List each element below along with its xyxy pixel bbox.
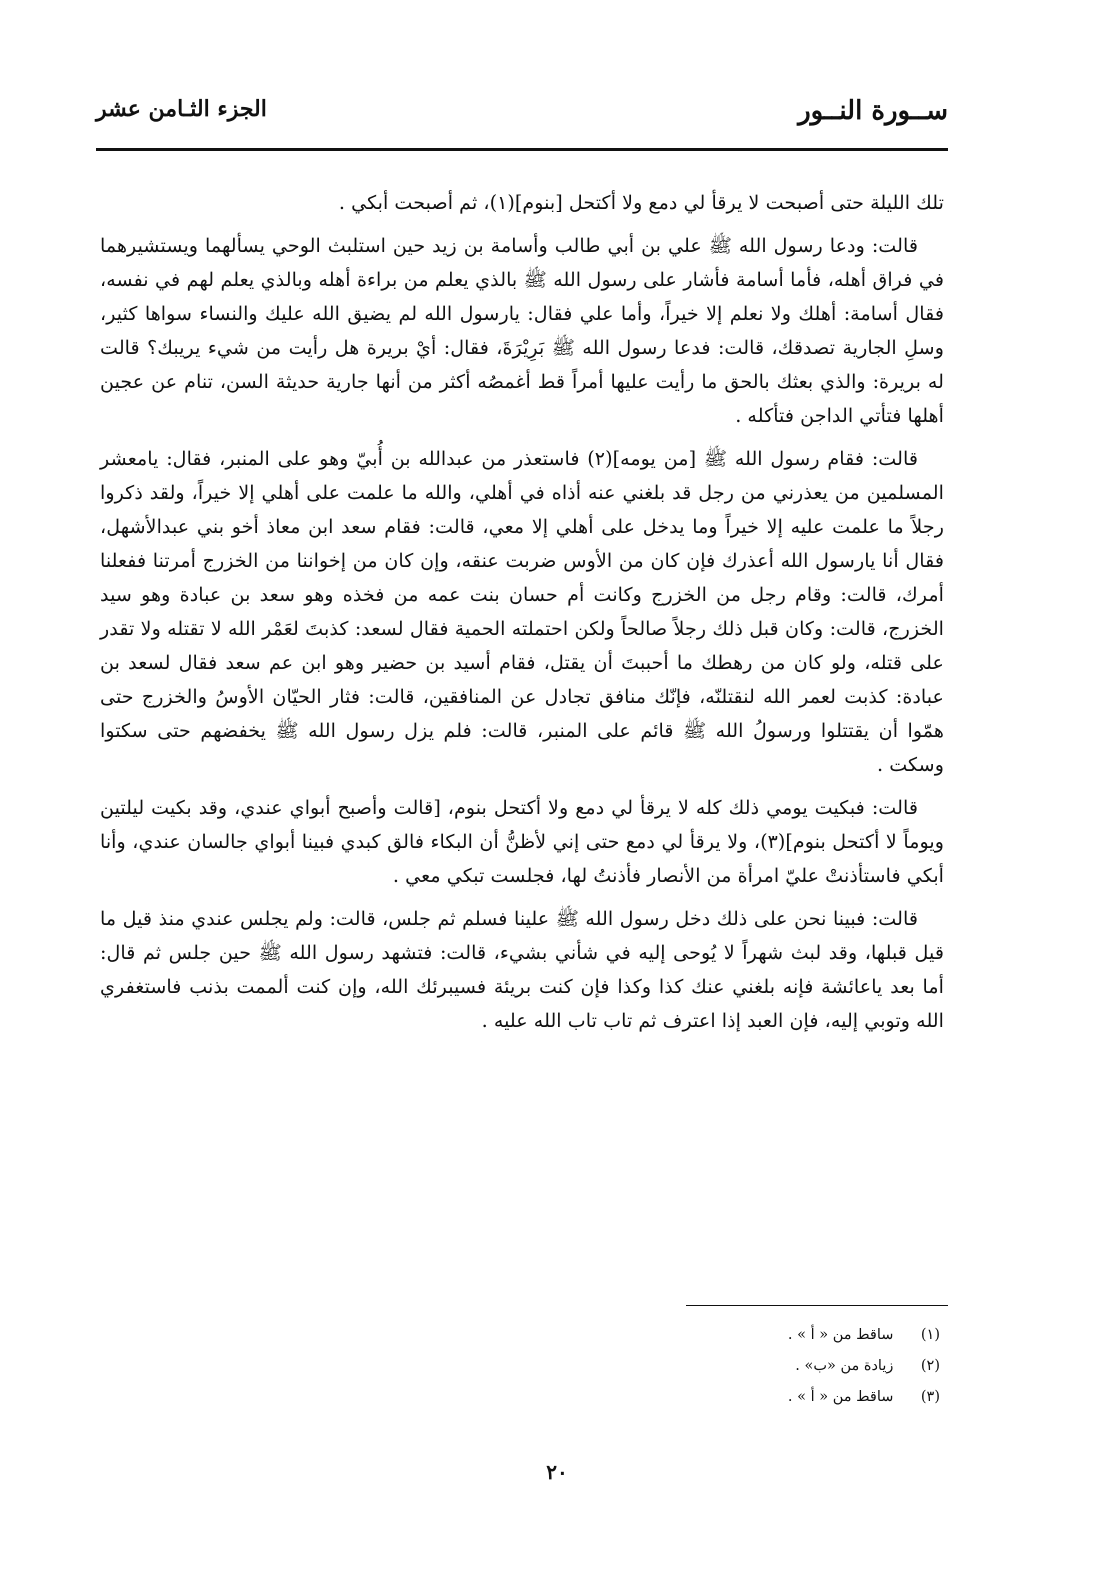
paragraph: قالت: فقام رسول الله ﷺ [من يومه](٢) فاستعذر من عبدالله بن أُبيّ وهو على المنبر، فقال: يامعشر المسلمين من يعذرني من رجل قد بلغني عنه أذاه في أهلي، والله ما علمت على أهلي إلا خيراً، ولقد ذكروا رجلاً ما علمت عليه إلا خيراً وما يدخل على أهلي إلا معي، قالت: فقام سعد ابن معاذ أخو بني عبدالأشهل، فقال أنا يارسول الله أعذرك فإن كان من الأوس ضربت عنقه، وإن كان من إخواننا من الخزرج أمرتنا ففعلنا أمرك، قالت: وقام رجل من الخزرج وكانت أم حسان بنت عمه من فخذه وهو سعد بن عبادة وهو سيد الخزرج، قالت: وكان قبل ذلك رجلاً صالحاً ولكن احتملته الحمية فقال لسعد: كذبتَ لعَمْر الله لا تقتله ولا تقدر على قتله، ولو كان من رهطك ما أحببتَ أن يقتل، فقام أسيد بن حضير وهو ابن عم سعد فقال لسعد بن عبادة: كذبت لعمر الله لنقتلنّه، فإنّك منافق تجادل عن المنافقين، قالت: فثار الحيّان الأوسُ والخزرج حتى همّوا أن يقتتلوا ورسولُ الله ﷺ قائم على المنبر، قالت: فلم يزل رسول الله ﷺ يخفضهم حتى سكتوا وسكت . (100, 447, 944, 776)
paragraph: قالت: فبينا نحن على ذلك دخل رسول الله ﷺ علينا فسلم ثم جلس، قالت: ولم يجلس عندي منذ قيل ما قيل قبلها، وقد لبث شهراً لا يُوحى إليه في شأني بشيء، قالت: فتشهد رسول الله ﷺ حين جلس ثم قال: أما بعد ياعائشة فإنه بلغني عنك كذا وكذا فإن كنت بريئة فسيبرئك الله، وإن كنت ألممت بذنب فاستغفري الله وتوبي إليه، فإن العبد إذا اعترف ثم تاب تاب الله عليه . (100, 907, 944, 1032)
paragraph: تلك الليلة حتى أصبحت لا يرقأ لي دمع ولا أكتحل [بنوم](١)، ثم أصبحت أبكي . (338, 191, 944, 214)
footnote-text: ساقط من « أ » . (787, 1327, 894, 1343)
page-number: ٢٠ (546, 1460, 568, 1484)
footnote (600, 1351, 940, 1382)
main-text (100, 186, 944, 1047)
header-rule (96, 148, 948, 151)
footnote-text: زيادة من «ب» . (795, 1358, 894, 1374)
paragraph: قالت: فبكيت يومي ذلك كله لا يرقأ لي دمع ولا أكتحل بنوم، [قالت وأصبح أبواي عندي، وقد بكيت ليلتين ويوماً لا أكتحل بنوم](٣)، ولا يرقأ لي دمع حتى إني لأظنُّ أن البكاء فالق كبدي فبينا أبواي جالسان عندي، وأنا أبكي فاستأذنتْ عليّ امرأة من الأنصار فأذنتُ لها، فجلست تبكي معي . (100, 796, 944, 887)
paragraph: قالت: ودعا رسول الله ﷺ علي بن أبي طالب وأسامة بن زيد حين استلبث الوحي يسألهما ويستشيرهما في فراق أهله، فأما أسامة فأشار على رسول الله ﷺ بالذي يعلم من براءة أهله وبالذي يعلم لهم في نفسه، فقال أسامة: أهلك ولا نعلم إلا خيراً، وأما علي فقال: يارسول الله لم يضيق الله عليك والنساء سواها كثير، وسلِ الجارية تصدقك، قالت: فدعا رسول الله ﷺ بَرِيْرَةَ، فقال: أيْ بريرة هل رأيت من شيء يريبك؟ قالت له بريرة: والذي بعثك بالحق ما رأيت عليها أمراً قط أغمصُه أكثر من أنها جارية حديثة السن، تنام عن عجين أهلها فتأتي الداجن فتأكله . (100, 234, 944, 427)
footnote-number: (٢) (920, 1358, 940, 1374)
part-title: الجزء الثـامن عشر (96, 96, 267, 122)
footnotes (600, 1320, 940, 1413)
footnote-number: (١) (920, 1327, 940, 1343)
footnote (600, 1320, 940, 1351)
footnote (600, 1382, 940, 1413)
footnote-rule (686, 1305, 948, 1306)
footnote-text: ساقط من « أ » . (787, 1389, 894, 1405)
surah-title: ســورة النــور (798, 96, 948, 126)
footnote-number: (٣) (920, 1389, 940, 1405)
running-header (96, 96, 948, 136)
